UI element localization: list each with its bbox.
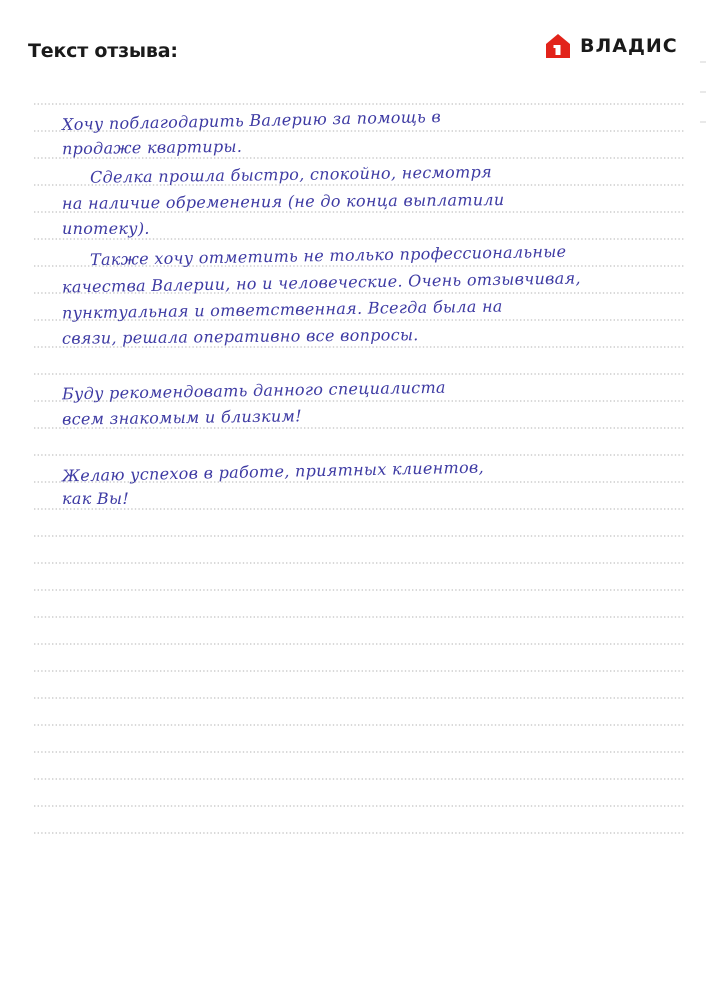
handwritten-line: как Вы! [62, 489, 130, 508]
handwritten-line: качества Валерии, но и человеческие. Очень отзывчивая, [61, 268, 581, 297]
handwritten-line: пунктуальная и ответственная. Всегда была на [61, 296, 503, 323]
handwritten-line: продаже квартиры. [61, 136, 243, 159]
handwritten-line: всем знакомым и близким! [61, 406, 302, 429]
brand-name: ВЛАДИС [580, 35, 678, 57]
handwritten-line: Сделка прошла быстро, спокойно, несмотря [89, 162, 493, 187]
handwritten-line: связи, решала оперативно все вопросы. [61, 325, 419, 348]
handwritten-line: Желаю успехов в работе, приятных клиентов, [61, 457, 485, 486]
handwritten-line: Хочу поблагодарить Валерию за помощь в [61, 107, 442, 134]
page-title: Текст отзыва: [28, 40, 178, 62]
handwritten-line: Также хочу отметить не только профессиональные [89, 241, 567, 270]
handwritten-line: на наличие обременения (не до конца выплатили [61, 190, 505, 213]
handwritten-line: Буду рекомендовать данного специалиста [61, 377, 446, 404]
handwritten-line: ипотеку). [62, 219, 150, 238]
